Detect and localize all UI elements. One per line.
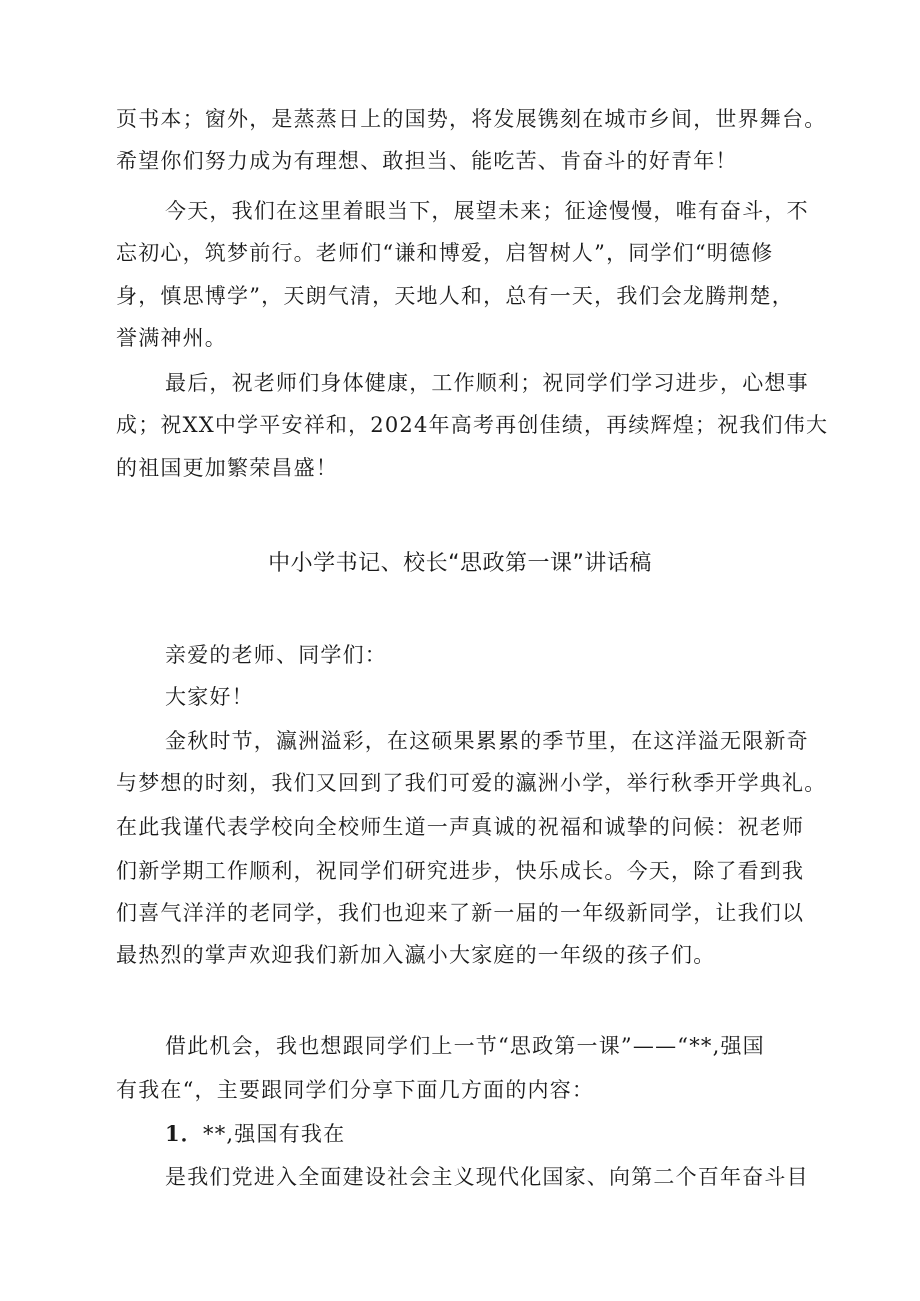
- text-line: 借此机会，我也想跟同学们上一节“思政第一课”——“**,强国: [165, 1034, 765, 1058]
- text-line: 誉满神州。: [116, 326, 227, 350]
- greeting: 亲爱的老师、同学们：: [165, 643, 387, 667]
- text-line: 今天，我们在这里着眼当下，展望未来；征途慢慢，唯有奋斗，不: [165, 199, 809, 223]
- hello-line: 大家好！: [165, 685, 254, 709]
- text-line: 是我们党进入全面建设社会主义现代化国家、向第二个百年奋斗目: [165, 1165, 809, 1189]
- section-number: 1．: [165, 1121, 204, 1146]
- text-line: 们喜气洋洋的老同学，我们也迎来了新一届的一年级新同学，让我们以: [116, 901, 805, 925]
- text-line: 与梦想的时刻，我们又回到了我们可爱的瀛洲小学，举行秋季开学典礼。: [116, 771, 827, 795]
- text-line: 的祖国更加繁荣昌盛！: [116, 456, 338, 480]
- text-line: 最后，祝老师们身体健康，工作顺利；祝同学们学习进步，心想事: [165, 371, 809, 395]
- text-line: 金秋时节，瀛洲溢彩，在这硕果累累的季节里，在这洋溢无限新奇: [165, 729, 809, 753]
- text-line: 最热烈的掌声欢迎我们新加入瀛小大家庭的一年级的孩子们。: [116, 943, 716, 967]
- text-line: 页书本；窗外，是蒸蒸日上的国势，将发展镌刻在城市乡间，世界舞台。: [116, 107, 827, 131]
- text-line: 身，慎思博学”，天朗气清，天地人和，总有一天，我们会龙腾荆楚，: [116, 284, 794, 308]
- section-heading: [165, 1119, 905, 1149]
- text-line: 在此我谨代表学校向全校师生道一声真诚的祝福和诚挚的问候：祝老师: [116, 815, 805, 839]
- article-title: 中小学书记、校长“思政第一课”讲话稿: [268, 551, 652, 576]
- section-title: **,强国有我在: [203, 1122, 346, 1146]
- text-line: 成；祝XX中学平安祥和，2024年高考再创佳绩，再续辉煌；祝我们伟大: [116, 413, 829, 437]
- text-line: 有我在“，主要跟同学们分享下面几方面的内容：: [116, 1078, 595, 1102]
- text-line: 们新学期工作顺利，祝同学们研究进步，快乐成长。今天，除了看到我: [116, 859, 805, 883]
- text-line: 希望你们努力成为有理想、敢担当、能吃苦、肯奋斗的好青年！: [116, 149, 738, 173]
- text-line: 忘初心，筑梦前行。老师们“谦和博爱，启智树人”，同学们“明德修: [116, 241, 774, 265]
